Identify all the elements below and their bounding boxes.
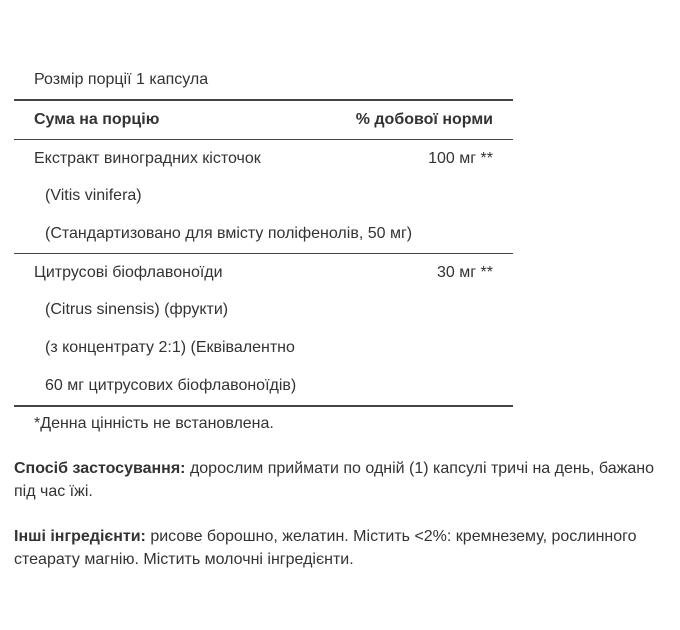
ingredient-row: [14, 254, 513, 291]
other-ingredients-label: Інші інгредієнти:: [14, 528, 146, 545]
amount-per-serving-header: Сума на порцію: [34, 111, 160, 128]
other-ingredients-paragraph: [14, 525, 674, 571]
usage-paragraph: [14, 457, 674, 503]
daily-value-footnote: *Денна цінність не встановлена.: [34, 415, 274, 432]
ingredient-amount: 100 мг **: [428, 149, 493, 167]
daily-value-header: % добової норми: [355, 111, 493, 128]
ingredient-name: Екстракт виноградних кісточок: [34, 149, 261, 167]
ingredient-row: [14, 140, 513, 177]
usage-text: дорослим приймати по одній (1) капсулі тричі на день, бажано під час їжі.: [14, 460, 654, 500]
table-header: [14, 101, 513, 139]
ingredient-name: Цитрусові біофлавоноїди: [34, 263, 223, 281]
ingredient-detail: (з концентрату 2:1) (Еквівалентно: [45, 339, 295, 356]
ingredient-detail: (Citrus sinensis) (фрукти): [45, 301, 229, 318]
other-ingredients-text: рисове борошно, желатин. Містить <2%: кремнезему, рослинного стеарату магнію. Містить молочні інгредієнти.: [14, 528, 637, 568]
ingredient-grape-seed: [14, 140, 513, 253]
serving-size: Розмір порції 1 капсула: [34, 71, 209, 88]
ingredient-detail: (Vitis vinifera): [45, 187, 142, 204]
ingredient-detail: 60 мг цитрусових біофлавоноїдів): [45, 377, 297, 394]
ingredient-amount: 30 мг **: [437, 263, 493, 281]
ingredient-citrus-bioflavonoids: [14, 254, 513, 405]
ingredient-detail: (Стандартизовано для вмісту поліфенолів, 50 мг): [45, 225, 413, 242]
supplement-facts-table: [14, 66, 513, 441]
usage-label: Спосіб застосування:: [14, 460, 186, 477]
